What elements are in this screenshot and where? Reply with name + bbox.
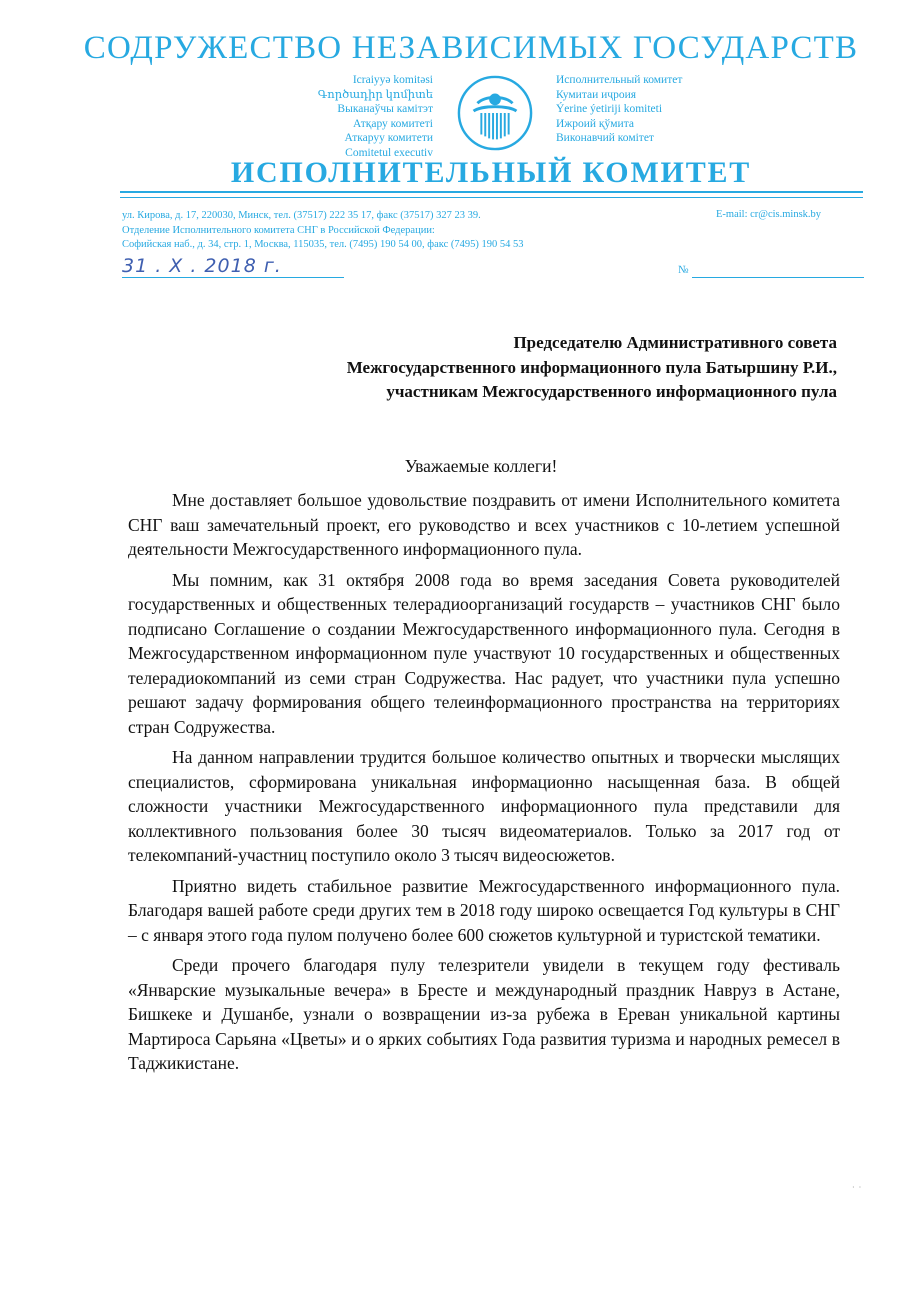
- header-divider-thin: [120, 197, 863, 198]
- addressee-block: [347, 331, 837, 405]
- addressee-line: Межгосударственного информационного пула Батыршину Р.И.,: [346, 357, 837, 377]
- body-paragraph: Приятно видеть стабильное развитие Межгосударственного информационного пула. Благодаря вашей работе среди других тем в 2018 году широко освещается Год культуры в СНГ – с января этого года пулом получено более 600 сюжетов культурной и туристской тематики.: [128, 875, 840, 945]
- language-line: Исполнительный комитет: [556, 74, 683, 86]
- languages-right: [556, 73, 682, 146]
- language-line: Ýerine ýetiriji komiteti: [556, 103, 663, 116]
- header-divider: [120, 191, 863, 193]
- language-line: Ижроий қўмита: [556, 117, 634, 130]
- address-line: Софийская наб., д. 34, стр. 1, Москва, 115035, тел. (7495) 190 54 00, факс (7495) 190 54 53: [122, 239, 524, 250]
- addressee-line: Председателю Административного совета: [513, 333, 837, 352]
- date-underline: [122, 277, 344, 278]
- cis-emblem-icon: [456, 74, 534, 152]
- scan-speck: · ·: [852, 1183, 862, 1192]
- languages-left: [318, 73, 433, 161]
- address-line: ул. Кирова, д. 17, 220030, Минск, тел. (37517) 222 35 17, факс (37517) 327 23 39.: [122, 210, 481, 221]
- number-label: №: [678, 264, 689, 276]
- language-line: Аткаруу комитети: [344, 132, 433, 145]
- language-line: Виконавчий комітет: [556, 132, 654, 145]
- committee-title: ИСПОЛНИТЕЛЬНЫЙ КОМИТЕТ: [230, 156, 752, 189]
- language-line: Атқару комитеті: [353, 117, 433, 130]
- address-block: [122, 209, 523, 253]
- language-line: Comitetul executiv: [345, 146, 433, 159]
- language-line: Выканаўчы камітэт: [337, 103, 433, 116]
- body-paragraph: Среди прочего благодаря пулу телезрители увидели в текущем году фестиваль «Январские музыкальные вечера» в Бресте и международный праздник Навруз в Астане, Бишкеке и Душанбе, узнали о возвращении из-за рубежа в Ереван уникальной картины Мартироса Сарьяна «Цветы» и о ярких событиях Года развития туризма и народных ремесел в Таджикистане.: [128, 955, 840, 1073]
- language-line: Գործադիր կոմիտե: [317, 88, 433, 101]
- body-paragraph: Мы помним, как 31 октября 2008 года во время заседания Совета руководителей государственных и общественных телерадиоорганизаций государств – участников СНГ было подписано Соглашение о создании Межгосударственного информационного пула. Сегодня в Межгосударственном информационном пуле участвуют 10 государственных и общественных телерадиокомпаний из семи стран Содружества. Нас радует, что участники пула успешно решают задачу формирования общего телеинформационного пространства на территориях стран Содружества.: [128, 569, 840, 737]
- organization-title: СОДРУЖЕСТВО НЕЗАВИСИМЫХ ГОСУДАРСТВ: [83, 30, 859, 66]
- addressee-line: участникам Межгосударственного информационного пула: [386, 382, 837, 401]
- body-paragraph: Мне доставляет большое удовольствие поздравить от имени Исполнительного комитета СНГ ваш замечательный проект, его руководство и всех участников с 10-летием успешной деятельности Межгосударственного информационного пула.: [128, 490, 840, 559]
- letter-body: [128, 488, 840, 1082]
- language-line: Icraiyyə komitəsi: [352, 74, 433, 86]
- body-paragraph: На данном направлении трудится большое количество опытных и творчески мыслящих специалистов, сформирована уникальная информационно насыщенная база. В общей сложности участники Межгосударственного информационного пула представили для коллективного пользования более 30 тысяч видеоматериалов. Только за 2017 год от телекомпаний-участниц поступило около 3 тысяч видеосюжетов.: [128, 747, 840, 865]
- salutation: Уважаемые коллеги!: [404, 456, 558, 476]
- language-line: Кумитаи иҷроия: [556, 88, 637, 101]
- email-address: E-mail: cr@cis.minsk.by: [716, 209, 822, 220]
- number-underline: [692, 277, 864, 278]
- address-line: Отделение Исполнительного комитета СНГ в Российской Федерации:: [122, 224, 435, 236]
- handwritten-date: 31 . X . 2018 г.: [122, 255, 282, 277]
